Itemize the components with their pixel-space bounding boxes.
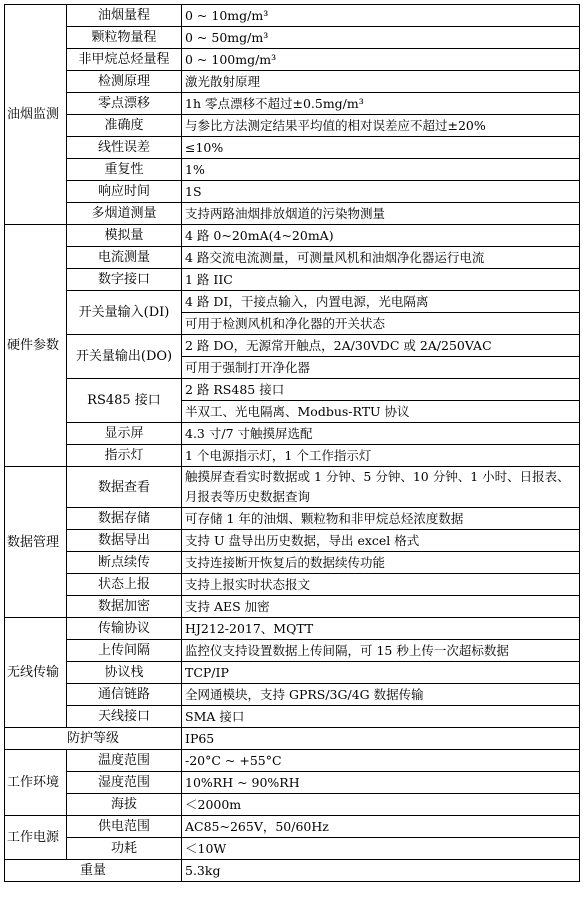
param-label: 重复性: [67, 159, 182, 181]
param-label: 协议栈: [67, 662, 182, 684]
param-label: 湿度范围: [67, 772, 182, 794]
table-row: [5, 225, 580, 247]
param-value: 0 ~ 10mg/m³: [182, 5, 580, 27]
param-value: 支持连接断开恢复后的数据续传功能: [182, 552, 580, 574]
param-value: TCP/IP: [182, 662, 580, 684]
param-label: 海拔: [67, 794, 182, 816]
category-label: 硬件参数: [5, 225, 67, 467]
spec-table: [4, 4, 580, 882]
param-value: IP65: [182, 728, 580, 750]
param-value: 5.3kg: [182, 860, 580, 882]
param-label: 多烟道测量: [67, 203, 182, 225]
table-row: [5, 467, 580, 508]
category-label: 无线传输: [5, 618, 67, 728]
param-label: 数字接口: [67, 269, 182, 291]
param-value: ＜2000m: [182, 794, 580, 816]
table-row: [5, 728, 580, 750]
param-label: 功耗: [67, 838, 182, 860]
param-value: 0 ~ 50mg/m³: [182, 27, 580, 49]
param-label: 温度范围: [67, 750, 182, 772]
param-label: 指示灯: [67, 445, 182, 467]
table-row: [5, 552, 580, 574]
table-row: [5, 662, 580, 684]
table-row: [5, 618, 580, 640]
param-label: 数据查看: [67, 467, 182, 508]
table-row: [5, 508, 580, 530]
table-row: [5, 27, 580, 49]
param-label: 传输协议: [67, 618, 182, 640]
param-label: 状态上报: [67, 574, 182, 596]
param-label: 零点漂移: [67, 93, 182, 115]
param-value: 4 路 DI，干接点输入，内置电源，光电隔离: [182, 291, 580, 313]
table-row: [5, 816, 580, 838]
param-value: 全网通模块，支持 GPRS/3G/4G 数据传输: [182, 684, 580, 706]
param-label: 数据加密: [67, 596, 182, 618]
param-value: 支持 AES 加密: [182, 596, 580, 618]
param-value: 1%: [182, 159, 580, 181]
table-row: [5, 445, 580, 467]
param-label: 显示屏: [67, 423, 182, 445]
param-value: 支持上报实时状态报文: [182, 574, 580, 596]
spec-table-body: [5, 5, 580, 882]
table-row: [5, 137, 580, 159]
param-value: 0 ~ 100mg/m³: [182, 49, 580, 71]
param-label: 线性误差: [67, 137, 182, 159]
table-row: [5, 423, 580, 445]
param-label: RS485 接口: [67, 379, 182, 423]
table-row: [5, 115, 580, 137]
param-value: ＜10W: [182, 838, 580, 860]
table-row: [5, 181, 580, 203]
param-value: 可用于检测风机和净化器的开关状态: [182, 313, 580, 335]
table-row: [5, 750, 580, 772]
table-row: [5, 269, 580, 291]
param-value: ≤10%: [182, 137, 580, 159]
param-label: 响应时间: [67, 181, 182, 203]
param-value: 4 路交流电流测量，可测量风机和油烟净化器运行电流: [182, 247, 580, 269]
category-label: 油烟监测: [5, 5, 67, 225]
table-row: [5, 159, 580, 181]
param-value: 1 个电源指示灯，1 个工作指示灯: [182, 445, 580, 467]
table-row: [5, 706, 580, 728]
table-row: [5, 49, 580, 71]
table-row: [5, 596, 580, 618]
param-value: 激光散射原理: [182, 71, 580, 93]
category-label: 工作电源: [5, 816, 67, 860]
table-row: [5, 5, 580, 27]
table-row: [5, 247, 580, 269]
param-value: 可存储 1 年的油烟、颗粒物和非甲烷总烃浓度数据: [182, 508, 580, 530]
param-value: 1S: [182, 181, 580, 203]
param-label: 准确度: [67, 115, 182, 137]
table-row: [5, 772, 580, 794]
param-label: 数据导出: [67, 530, 182, 552]
param-value: 4 路 0~20mA(4~20mA): [182, 225, 580, 247]
param-value: 2 路 DO，无源常开触点，2A/30VDC 或 2A/250VAC: [182, 335, 580, 357]
param-value: 1 路 IIC: [182, 269, 580, 291]
table-row: [5, 640, 580, 662]
param-label: 供电范围: [67, 816, 182, 838]
param-label: 通信链路: [67, 684, 182, 706]
table-row: [5, 203, 580, 225]
param-label: 天线接口: [67, 706, 182, 728]
table-row: [5, 860, 580, 882]
param-value: 2 路 RS485 接口: [182, 379, 580, 401]
param-label: 断点续传: [67, 552, 182, 574]
param-label: 开关量输入(DI): [67, 291, 182, 335]
param-value: 可用于强制打开净化器: [182, 357, 580, 379]
param-label: 电流测量: [67, 247, 182, 269]
param-value: 半双工、光电隔离、Modbus-RTU 协议: [182, 401, 580, 423]
param-value: 支持 U 盘导出历史数据，导出 excel 格式: [182, 530, 580, 552]
category-label: 数据管理: [5, 467, 67, 618]
table-row: [5, 838, 580, 860]
param-label: 模拟量: [67, 225, 182, 247]
param-value: 监控仪支持设置数据上传间隔，可 15 秒上传一次超标数据: [182, 640, 580, 662]
param-value: 支持两路油烟排放烟道的污染物测量: [182, 203, 580, 225]
param-value: 10%RH ~ 90%RH: [182, 772, 580, 794]
table-row: [5, 335, 580, 357]
param-value: 与参比方法测定结果平均值的相对误差应不超过±20%: [182, 115, 580, 137]
table-row: [5, 291, 580, 313]
param-label: 检测原理: [67, 71, 182, 93]
table-row: [5, 379, 580, 401]
param-label: 颗粒物量程: [67, 27, 182, 49]
table-row: [5, 71, 580, 93]
param-value: AC85~265V，50/60Hz: [182, 816, 580, 838]
param-label: 上传间隔: [67, 640, 182, 662]
table-row: [5, 794, 580, 816]
param-label: 开关量输出(DO): [67, 335, 182, 379]
param-label: 防护等级: [5, 728, 182, 750]
param-value: HJ212-2017、MQTT: [182, 618, 580, 640]
param-label: 重量: [5, 860, 182, 882]
param-label: 数据存储: [67, 508, 182, 530]
category-label: 工作环境: [5, 750, 67, 816]
table-row: [5, 574, 580, 596]
table-row: [5, 684, 580, 706]
param-value: 1h 零点漂移不超过±0.5mg/m³: [182, 93, 580, 115]
table-row: [5, 93, 580, 115]
param-value: 4.3 寸/7 寸触摸屏选配: [182, 423, 580, 445]
param-label: 非甲烷总烃量程: [67, 49, 182, 71]
param-value: 触摸屏查看实时数据或 1 分钟、5 分钟、10 分钟、1 小时、日报表、月报表等历史数据查询: [182, 467, 580, 508]
param-value: SMA 接口: [182, 706, 580, 728]
param-label: 油烟量程: [67, 5, 182, 27]
param-value: -20°C ~ +55°C: [182, 750, 580, 772]
table-row: [5, 530, 580, 552]
